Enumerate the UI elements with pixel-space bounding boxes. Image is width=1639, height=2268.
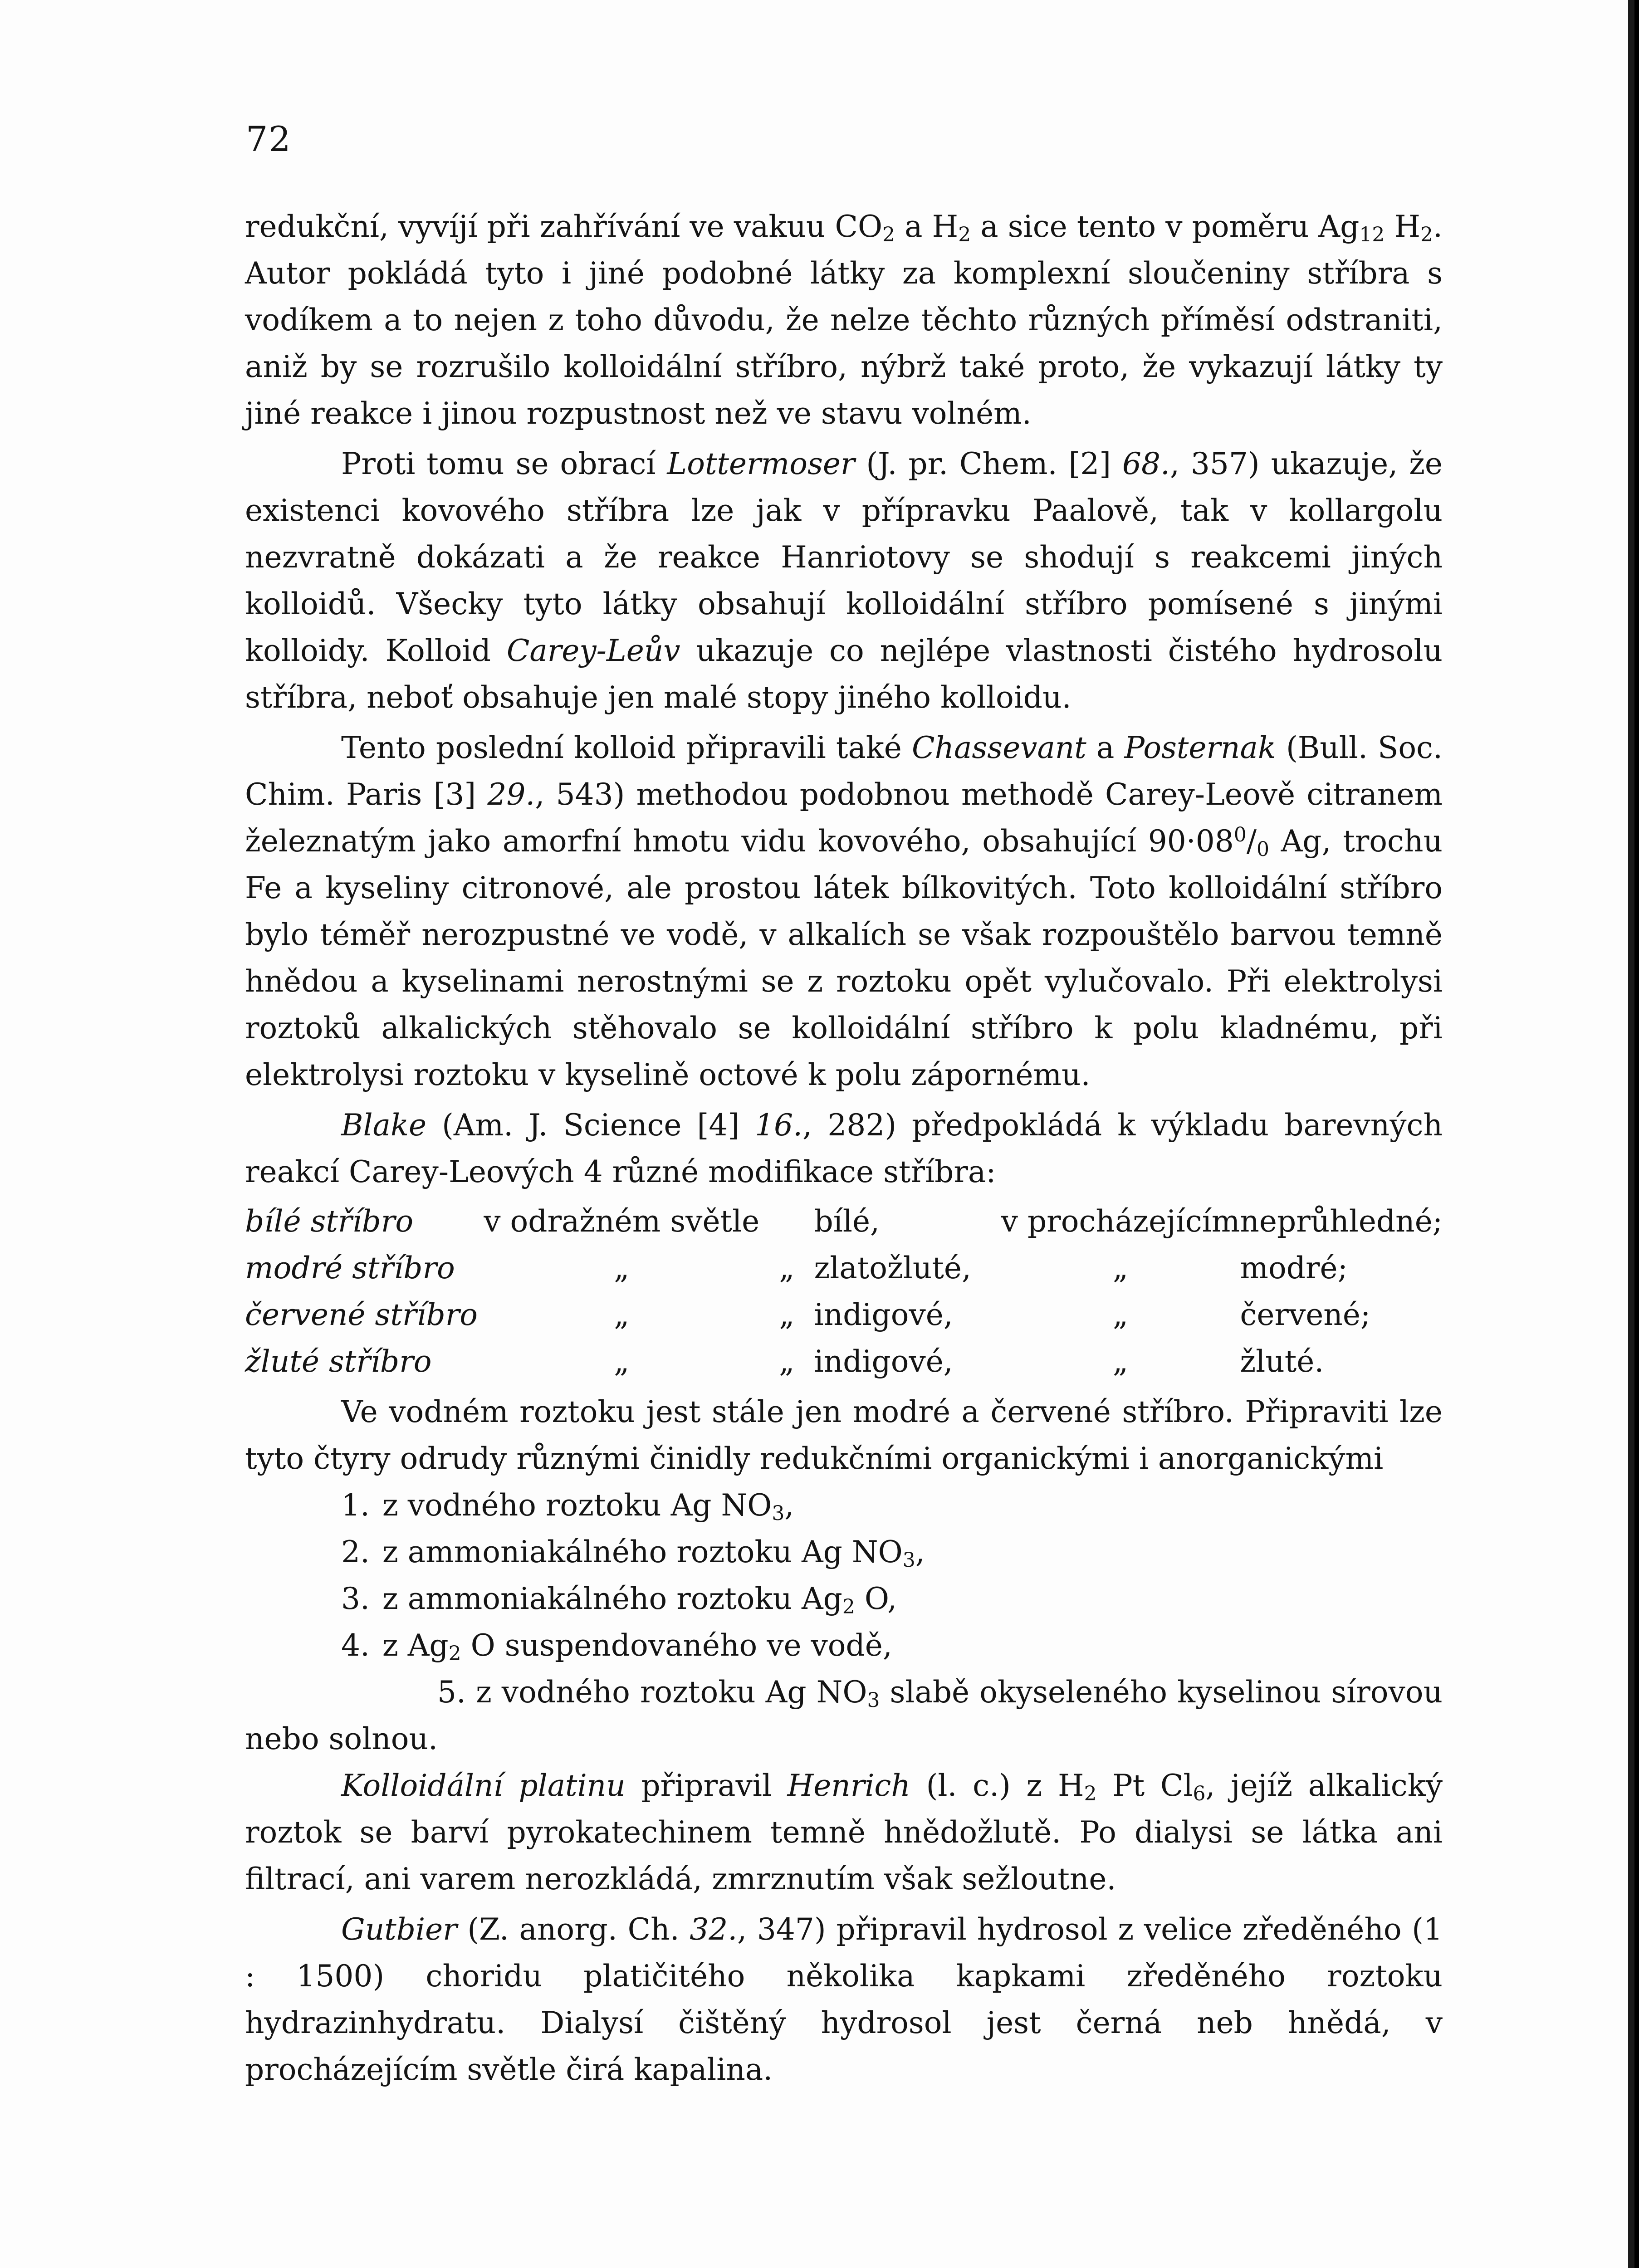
paragraph-5: Ve vodném roztoku jest stále jen modré a červené stříbro. Připraviti lze tyto čtyry odrudy různými činidly redukčními organickými i anorganickými [245,1394,1443,1476]
author-name: Gutbier [341,1912,457,1947]
subject-name: Kolloidální platinu [341,1768,626,1803]
author-name: Henrich [787,1768,910,1803]
author-name: Posternak [1124,730,1276,765]
table-row: bílé stříbro v odražném světle bílé, v procházejícím neprůhledné; [245,1204,1443,1239]
page-body [245,203,1443,2093]
list-item: 1. z vodného roztoku Ag $NO_3$, [341,1488,794,1525]
paragraph-3: Tento poslední kolloid připravili také Chassevant a Posternak (Bull. Soc. Chim. Paris [3] 29., 543) methodou podobnou methodě Carey-Leově citranem železnatým jako amorfní hmotu vidu kovového, obsahující $90\cdot 08^0/_0$ Ag, trochu Fe a kyseliny citronové, ale prostou látek bílkovitých. Toto kolloidální stříbro bylo téměř nerozpustné ve vodě, v alkalích se však rozpouštělo barvou temně hnědou a kyselinami nerostnými se z roztoku opět vylučovalo. Při elektrolysi roztoků alkalických stěhovalo se kolloidální stříbro k polu kladnému, při elektrolysi roztoku v kyselině octové k polu zápornému. [245,730,1443,1092]
paragraph-7: Gutbier (Z. anorg. Ch. 32., 347) připravil hydrosol z velice zředěného (1 : 1500) choridu platičitého několika kapkami zředěného roztoku hydrazinhydratu. Dialysí čištěný hydrosol jest černá neb hnědá, v procházejícím světle čirá kapalina. [245,1912,1443,2087]
paragraph-4: Blake (Am. J. Science [4] 16., 282) předpokládá k výkladu barevných reakcí Carey-Leových 4 různé modifikace stříbra: [245,1108,1443,1189]
preparation-methods-list [245,1482,1443,1762]
colloid-name: Carey-Leův [506,633,680,668]
list-item: 4. z $Ag_2$ O suspendovaného ve vodě, [341,1628,892,1665]
list-item: 2. z ammoniakálného roztoku Ag $NO_3$, [341,1535,925,1572]
table-row: žluté stříbro „ „ indigové, „ žluté. [245,1344,1324,1379]
author-name: Lottermoser [667,446,855,481]
silver-modifications-table [245,1198,1443,1385]
author-name: Blake [341,1108,427,1143]
page-number: 72 [246,119,292,159]
paragraph-1: redukční, vyvíjí při zahřívání ve vakuu $CO_2$ a $H_2$ a sice tento v poměru $Ag_{12}$ $H_2$. Autor pokládá tyto i jiné podobné látky za komplexní sloučeniny stříbra s vodíkem a to nejen z toho důvodu, že nelze těchto různých příměsí odstraniti, aniž by se rozrušilo kolloidální stříbro, nýbrž také proto, že vykazují látky ty jiné reakce i jinou rozpustnost než ve stavu volném. [245,209,1443,431]
author-name: Chassevant [912,730,1086,765]
paragraph-2: Proti tomu se obrací Lottermoser (J. pr. Chem. [2] 68., 357) ukazuje, že existenci kovového stříbra lze jak v přípravku Paalově, tak v kollargolu nezvratně dokázati a že reakce Hanriotovy se shodují s reakcemi jiných kolloidů. Všecky tyto látky obsahují kolloidální stříbro pomísené s jinými kolloidy. Kolloid Carey-Leův ukazuje co nejlépe vlastnosti čistého hydrosolu stříbra, neboť obsahuje jen malé stopy jiného kolloidu. [245,446,1443,715]
table-row: modré stříbro „ „ zlatožluté, „ modré; [245,1251,1348,1286]
list-item: 3. z ammoniakálného roztoku $Ag_2$ O, [341,1581,897,1618]
paragraph-6: Kolloidální platinu připravil Henrich (l. c.) z $H_2$ Pt $Cl_6$, jejíž alkalický roztok se barví pyrokatechinem temně hnědožlutě. Po dialysi se látka ani filtrací, ani varem nerozkládá, zmrznutím však sežloutne. [245,1768,1443,1897]
list-item: 5. z vodného roztoku Ag $NO_3$ slabě okyseleného kyselinou sírovou nebo solnou. [245,1675,1443,1756]
table-row: červené stříbro „ „ indigové, „ červené; [245,1297,1371,1332]
